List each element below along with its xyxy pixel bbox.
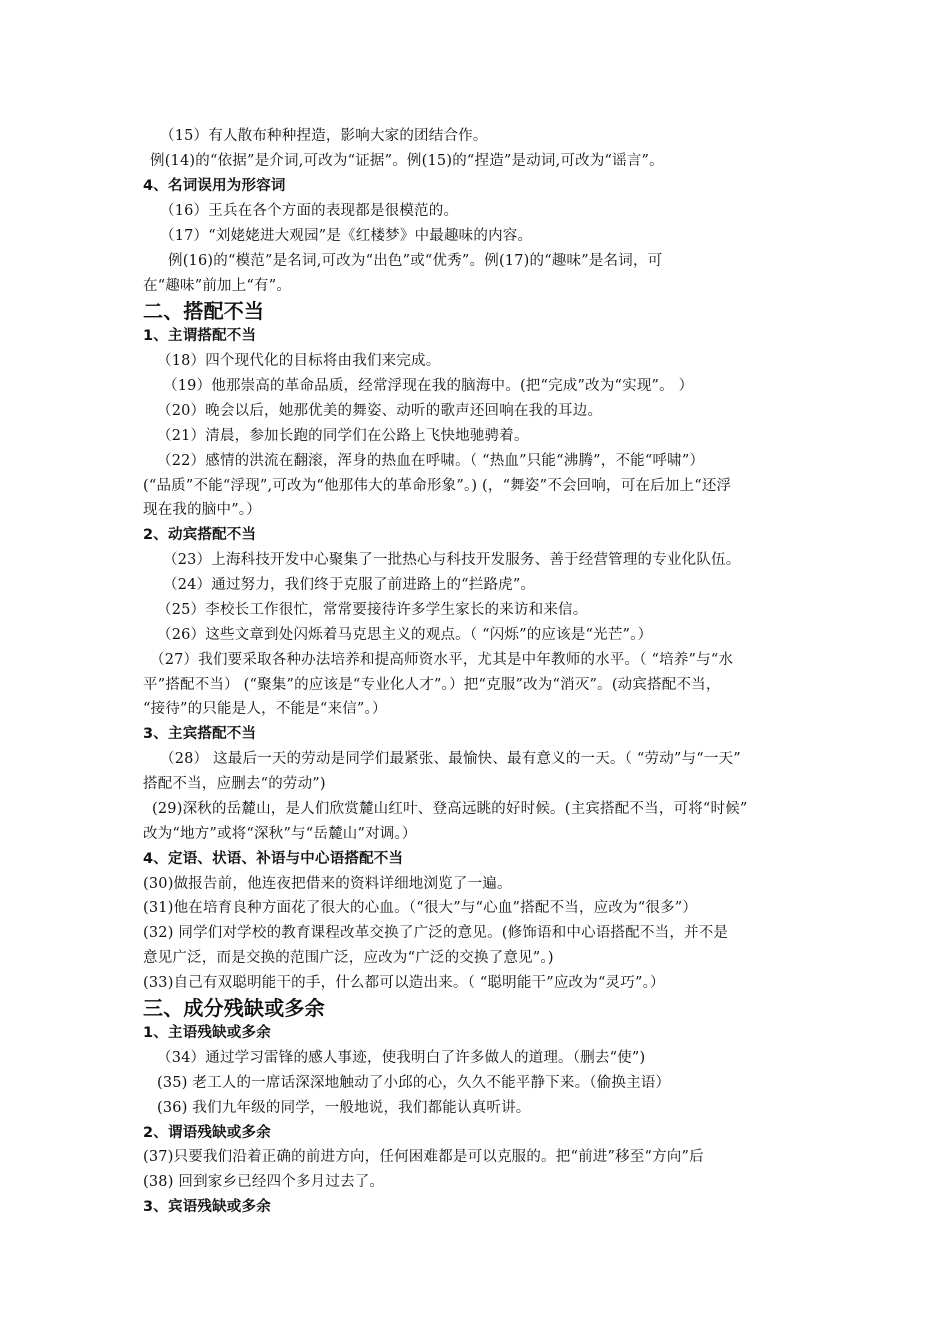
subheading-3-3: 3、宾语残缺或多余 xyxy=(143,1199,271,1215)
subheading-2-1: 1、主谓搭配不当 xyxy=(143,328,257,344)
sentence-18: （18）四个现代化的目标将由我们来完成。 xyxy=(157,353,441,369)
sentence-26: （26）这些文章到处闪烁着马克思主义的观点。（ “闪烁”的应该是“光芒”。） xyxy=(157,627,653,643)
section-heading-2: 二、搭配不当 xyxy=(143,299,265,323)
sentence-27: （27）我们要采取各种办法培养和提高师资水平，尤其是中年教师的水平。（ “培养”与“水 xyxy=(150,652,734,668)
explanation-23-27: 平”搭配不当） (“聚集”的应该是“专业化人才”。）把“克服”改为“消灭”。(动宾搭配不当， xyxy=(143,677,721,693)
section-heading-3: 三、成分残缺或多余 xyxy=(143,996,325,1020)
sentence-15: （15）有人散布种种捏造，影响大家的团结合作。 xyxy=(160,128,488,144)
sentence-28-cont: 搭配不当，应删去“的劳动”) xyxy=(143,776,326,792)
sentence-33: (33)自己有双聪明能干的手，什么都可以造出来。（ “聪明能干”应改为“灵巧”。） xyxy=(143,975,665,991)
sentence-30: (30)做报告前，他连夜把借来的资料详细地浏览了一遍。 xyxy=(143,876,512,892)
sentence-32: (32) 同学们对学校的教育课程改革交换了广泛的意见。(修饰语和中心语搭配不当，并不是 xyxy=(143,925,729,941)
sentence-20: （20）晚会以后，她那优美的舞姿、动听的歌声还回响在我的耳边。 xyxy=(157,403,603,419)
sentence-22: （22）感情的洪流在翻滚，浑身的热血在呼啸。（ “热血”只能“沸腾”，不能“呼啸”） xyxy=(157,453,705,469)
explanation-19-20-cont: 现在我的脑中”。） xyxy=(143,502,261,518)
sentence-37: (37)只要我们沿着正确的前进方向，任何困难都是可以克服的。把“前进”移至“方向”后 xyxy=(143,1149,704,1165)
sentence-28: （28） 这最后一天的劳动是同学们最紧张、最愉快、最有意义的一天。（ “劳动”与“一天” xyxy=(160,751,741,767)
explanation-16-17-cont: 在“趣味”前加上“有”。 xyxy=(143,278,292,294)
subheading-2-3: 3、主宾搭配不当 xyxy=(143,726,257,742)
sentence-36: (36) 我们九年级的同学，一般地说，我们都能认真听讲。 xyxy=(157,1100,531,1116)
sentence-38: (38) 回到家乡已经四个多月过去了。 xyxy=(143,1174,385,1190)
explanation-16-17: 例(16)的“模范”是名词,可改为“出色”或“优秀”。例(17)的“趣味”是名词，可 xyxy=(168,253,663,269)
sentence-19: （19）他那崇高的革命品质，经常浮现在我的脑海中。(把“完成”改为“实现”。 ） xyxy=(163,378,694,394)
sentence-29-cont: 改为“地方”或将“深秋”与“岳麓山”对调。） xyxy=(143,826,417,842)
subheading-3-1: 1、主语残缺或多余 xyxy=(143,1025,271,1041)
sentence-29: (29)深秋的岳麓山，是人们欣赏麓山红叶、登高远眺的好时候。(主宾搭配不当，可将“时候” xyxy=(152,801,748,817)
sentence-35: (35) 老工人的一席话深深地触动了小邱的心，久久不能平静下来。（偷换主语） xyxy=(157,1075,671,1091)
explanation-23-27-cont: “接待”的只能是人，不能是“来信”。） xyxy=(143,701,387,717)
subheading-3-2: 2、谓语残缺或多余 xyxy=(143,1125,271,1141)
subheading-4: 4、名词误用为形容词 xyxy=(143,178,286,194)
sentence-32-cont: 意见广泛，而是交换的范围广泛，应改为“广泛的交换了意见”。) xyxy=(143,950,554,966)
subheading-2-2: 2、动宾搭配不当 xyxy=(143,527,257,543)
subheading-2-4: 4、定语、状语、补语与中心语搭配不当 xyxy=(143,851,404,867)
sentence-23: （23）上海科技开发中心聚集了一批热心与科技开发服务、善于经营管理的专业化队伍。 xyxy=(163,552,741,568)
explanation-14-15: 例(14)的“依据”是介词,可改为“证据”。例(15)的“捏造”是动词,可改为“谣言”。 xyxy=(150,153,664,169)
sentence-31: (31)他在培育良种方面花了很大的心血。（“很大”与“心血”搭配不当，应改为“很多”） xyxy=(143,900,698,916)
sentence-17: （17）“刘姥姥进大观园”是《红楼梦》中最趣味的内容。 xyxy=(160,228,533,244)
explanation-19-20: (“品质”不能“浮现”,可改为“他那伟大的革命形象”。) (，“舞姿”不会回响，可在后加上“还浮 xyxy=(143,478,732,494)
sentence-16: （16）王兵在各个方面的表现都是很模范的。 xyxy=(160,203,459,219)
sentence-25: （25）李校长工作很忙，常常要接待许多学生家长的来访和来信。 xyxy=(157,602,588,618)
sentence-24: （24）通过努力，我们终于克服了前进路上的“拦路虎”。 xyxy=(163,577,536,593)
sentence-21: （21）清晨，参加长跑的同学们在公路上飞快地驰骋着。 xyxy=(157,428,529,444)
sentence-34: （34）通过学习雷锋的感人事迹，使我明白了许多做人的道理。（删去“使”) xyxy=(157,1050,646,1066)
